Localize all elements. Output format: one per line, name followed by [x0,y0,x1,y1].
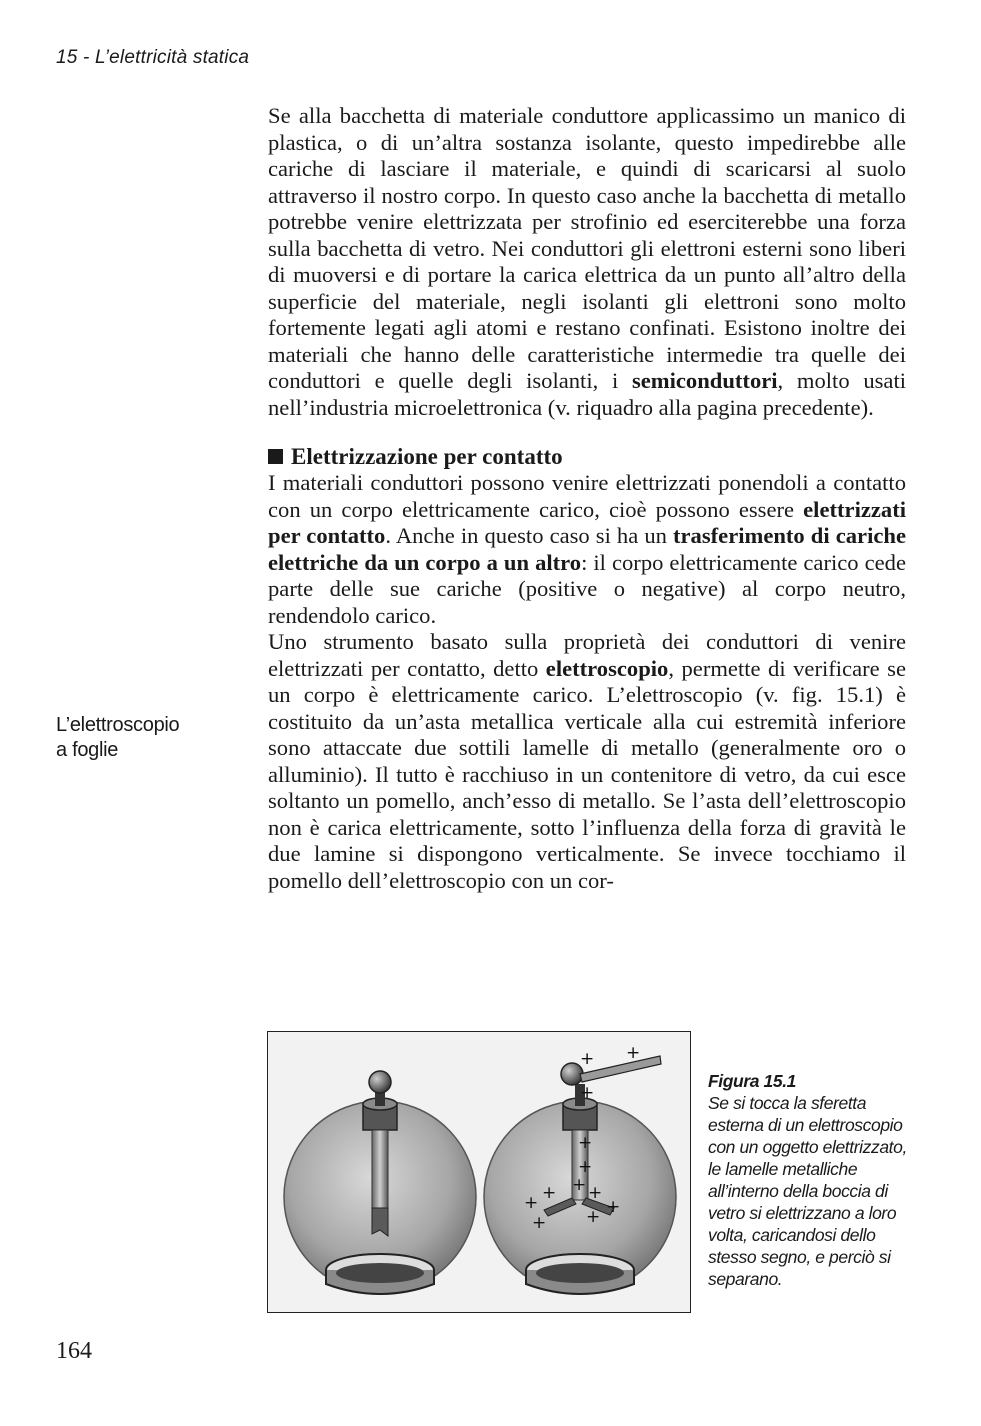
square-bullet-icon [268,449,283,464]
para3-text-b: , permette di verificare se un corpo è elettricamente carico. L’elettroscopio (v. fig. 15.1) è costituito da un’asta metallica verticale alla cui estremità inferiore sono attaccate due sottili lamelle di metallo (generalmente oro o alluminio). Il tutto è racchiuso in un contenitore di vetro, da cui esce soltanto un pomello, anch’esso di metallo. Se l’asta dell’elettroscopio non è carica elettricamente, sotto l’influenza della forza di gravità le due lamine si dispongono verticalmente. Se invece tocchiamo il pomello dell’elettroscopio con un cor- [268,655,906,893]
margin-note-line1: L’elettroscopio [56,714,180,736]
plus-sign: + [578,1157,593,1177]
paragraph-electroscope [268,629,906,894]
electroscope-neutral [284,1071,476,1294]
metal-rod [372,1130,388,1210]
plus-sign: + [572,1175,587,1195]
para1-text-a: Se alla bacchetta di materiale conduttore applicassimo un manico di plastica, o di un’altra sostanza isolante, questo impedirebbe alle cariche di lasciare il materiale, e quindi di scaricarsi al suolo attraverso il nostro corpo. In questo caso anche la bacchetta di metallo potrebbe venire elettrizzata per strofinio ed eserciterebbe una forza sulla bacchetta di vetro. Nei conduttori gli elettroni esterni sono liberi di muoversi e di portare la carica elettrica da un punto all’altro della superficie del materiale, negli isolanti gli elettroni sono molto fortemente legati agli atomi e restano confinati. Esistono inoltre dei materiali che hanno delle caratteristiche intermedie tra quelle dei conduttori e quelle degli isolanti, i [268,103,906,393]
margin-note-line2: a foglie [56,739,119,761]
para1-text-b: , molto usati nell’industria microelettronica (v. riquadro alla pagina precedente). [268,368,906,420]
plus-sign: + [606,1197,621,1217]
plus-sign: + [626,1043,641,1063]
caption-text: Se si tocca la sferetta esterna di un elettroscopio con un oggetto elettrizzato, le lamelle metalliche all’interno della boccia di vetro si elettrizzano a loro volta, caricandosi dello stesso segno, e perciò si separano. [708,1093,907,1289]
paragraph-contact [268,470,906,629]
plus-sign: + [586,1207,601,1227]
plus-sign: + [524,1193,539,1213]
knob [369,1071,391,1093]
para2-text-a: I materiali conduttori possono venire elettrizzati ponendoli a contatto con un corpo elettricamente carico, cioè possono essere [268,470,906,522]
electroscope-charged [484,1043,676,1294]
term-elettroscopio: elettroscopio [545,655,669,681]
paragraph-conductors [268,103,906,421]
section-heading-text: Elettrizzazione per contatto [291,444,563,469]
main-text [268,103,906,894]
plus-sign: + [578,1133,593,1153]
caption-title: Figura 15.1 [708,1071,796,1091]
plus-sign: + [588,1183,603,1203]
term-semiconduttori: semiconduttori [631,368,778,393]
para2-text-c: : il corpo elettricamente carico cede parte delle sue cariche (positive o negative) al corpo neutro, rendendolo carico. [268,549,906,628]
plus-sign: + [532,1213,547,1233]
figure-caption [708,1070,908,1290]
para3-text-a: Uno strumento basato sulla proprietà dei conduttori di venire elettrizzati per contatto, detto [268,629,906,681]
figure-electroscope [267,1031,691,1313]
electroscope-illustration [268,1032,690,1312]
plus-sign: + [580,1083,595,1103]
base-inner [536,1263,624,1283]
running-head: 15 - L’elettricità statica [56,47,250,68]
margin-note [56,713,226,763]
page-number: 164 [56,1338,92,1364]
para2-text-b: . Anche in questo caso si ha un [385,523,673,548]
plus-sign: + [580,1049,595,1069]
term-elettrizzati-per-contatto: elettrizzati per contatto [268,496,906,548]
term-trasferimento: trasferimento di cariche elettriche da un corpo a un altro [268,523,906,575]
base-inner [336,1263,424,1283]
section-heading [268,443,906,470]
plus-sign: + [542,1183,557,1203]
